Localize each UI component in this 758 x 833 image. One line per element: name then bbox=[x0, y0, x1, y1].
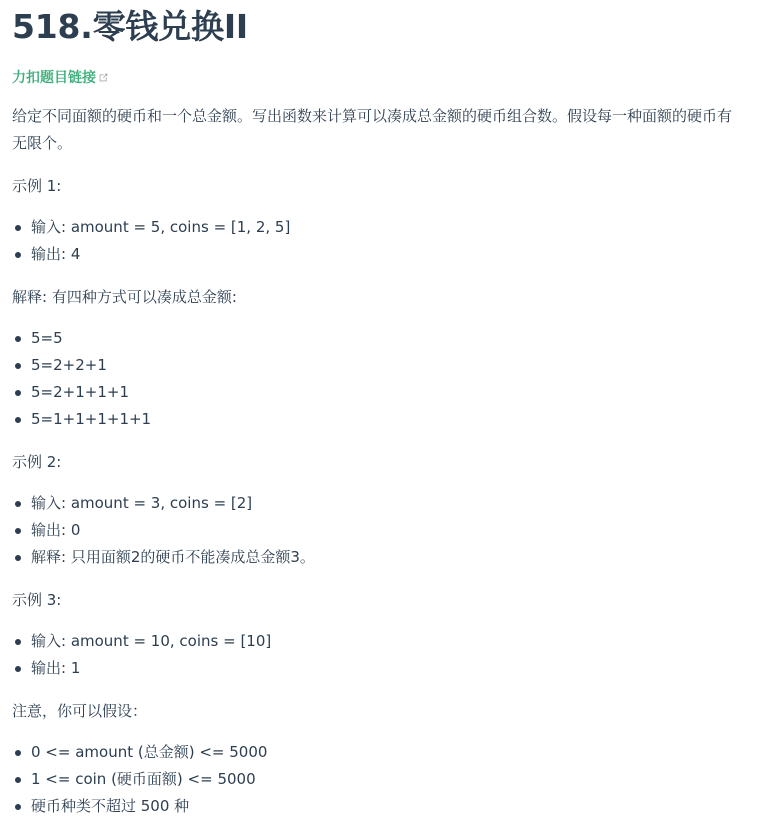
list-item: 5=2+2+1 bbox=[31, 352, 746, 379]
example-2-label: 示例 2: bbox=[12, 453, 62, 471]
list-item: 输入: amount = 5, coins = [1, 2, 5] bbox=[31, 214, 746, 241]
list-item: 输入: amount = 10, coins = [10] bbox=[31, 628, 746, 655]
problem-description: 给定不同面额的硬币和一个总金额。写出函数来计算可以凑成总金额的硬币组合数。假设每一种面额的硬币有无限个。 bbox=[12, 107, 733, 152]
list-item: 解释: 只用面额2的硬币不能凑成总金额3。 bbox=[31, 544, 746, 571]
list-item: 5=5 bbox=[31, 325, 746, 352]
example-2-list bbox=[12, 490, 746, 571]
list-item: 硬币种类不超过 500 种 bbox=[31, 793, 746, 820]
example-1-list bbox=[12, 214, 746, 268]
list-item: 5=2+1+1+1 bbox=[31, 379, 746, 406]
list-item: 输出: 1 bbox=[31, 655, 746, 682]
example-1-label: 示例 1: bbox=[12, 177, 62, 195]
example-1-ways-list bbox=[12, 325, 746, 433]
example-3-list bbox=[12, 628, 746, 682]
page-title: 518.零钱兑换II bbox=[12, 7, 248, 46]
list-item: 5=1+1+1+1+1 bbox=[31, 406, 746, 433]
list-item: 输出: 4 bbox=[31, 241, 746, 268]
problem-link-label: 力扣题目链接 bbox=[12, 70, 96, 86]
example-1-explanation: 解释: 有四种方式可以凑成总金额: bbox=[12, 288, 237, 306]
list-item: 1 <= coin (硬币面额) <= 5000 bbox=[31, 766, 746, 793]
list-item: 输入: amount = 3, coins = [2] bbox=[31, 490, 746, 517]
list-item: 0 <= amount (总金额) <= 5000 bbox=[31, 739, 746, 766]
problem-link-row bbox=[12, 67, 746, 89]
notes-list bbox=[12, 739, 746, 820]
example-3-label: 示例 3: bbox=[12, 591, 62, 609]
problem-link[interactable] bbox=[12, 70, 109, 86]
notes-label: 注意，你可以假设： bbox=[12, 702, 148, 720]
list-item: 输出: 0 bbox=[31, 517, 746, 544]
external-link-icon bbox=[98, 68, 109, 90]
